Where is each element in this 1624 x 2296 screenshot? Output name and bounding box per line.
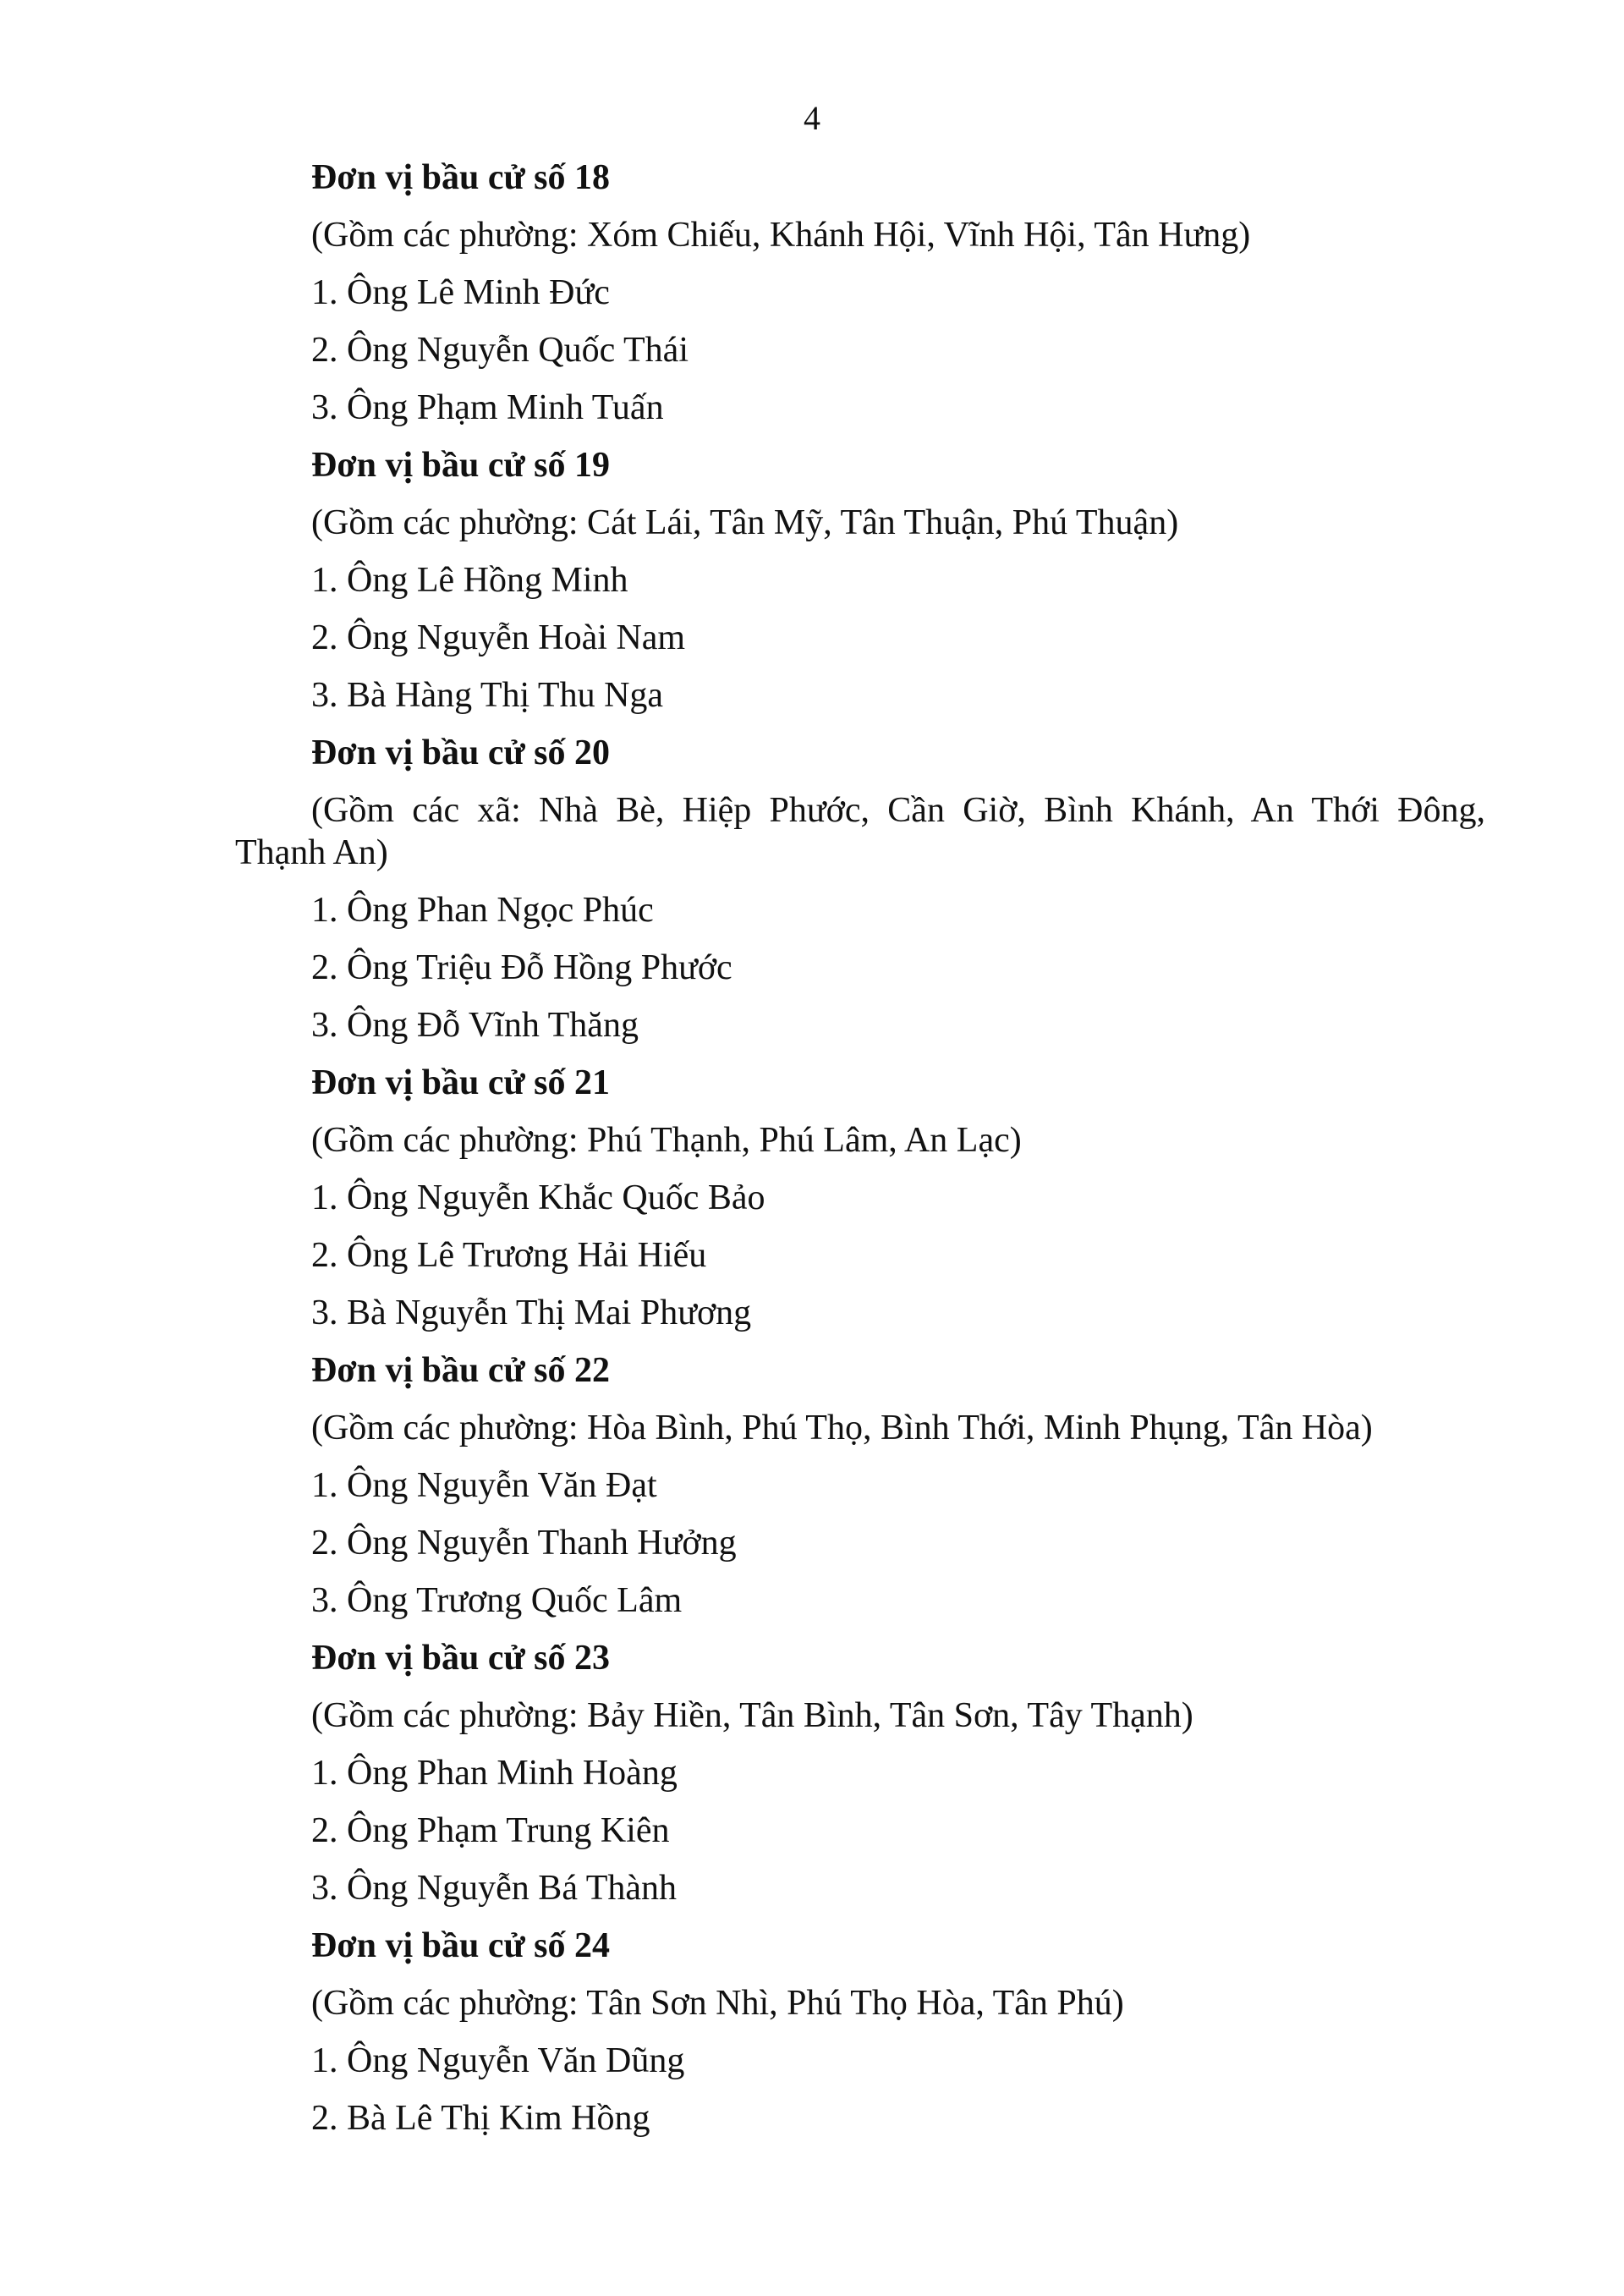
unit-area-line: (Gồm các xã: Nhà Bè, Hiệp Phước, Cần Giờ, Bình Khánh, An Thới Đông,: [311, 791, 1485, 830]
candidate: 2. Ông Nguyễn Quốc Thái: [311, 331, 689, 370]
unit-area: (Gồm các phường: Xóm Chiếu, Khánh Hội, Vĩnh Hội, Tân Hưng): [311, 216, 1251, 255]
candidate: 1. Ông Phan Ngọc Phúc: [311, 891, 654, 930]
candidate: 2. Ông Triệu Đỗ Hồng Phước: [311, 948, 732, 987]
candidate: 2. Ông Nguyễn Hoài Nam: [311, 618, 686, 657]
candidate: 1. Ông Phan Minh Hoàng: [311, 1754, 678, 1793]
unit-title: Đơn vị bầu cử số 24: [311, 1926, 611, 1965]
candidate: 2. Ông Lê Trương Hải Hiếu: [311, 1236, 707, 1275]
unit-area-line: Thạnh An): [235, 833, 388, 872]
unit-area: (Gồm các phường: Hòa Bình, Phú Thọ, Bình Thới, Minh Phụng, Tân Hòa): [311, 1409, 1373, 1447]
candidate: 3. Ông Nguyễn Bá Thành: [311, 1869, 677, 1908]
document-body: [235, 149, 1485, 2147]
candidate: 3. Ông Đỗ Vĩnh Thăng: [311, 1006, 639, 1045]
unit-area: (Gồm các phường: Cát Lái, Tân Mỹ, Tân Thuận, Phú Thuận): [311, 503, 1179, 542]
unit-title: Đơn vị bầu cử số 22: [311, 1351, 611, 1390]
unit-area: (Gồm các phường: Bảy Hiền, Tân Bình, Tân Sơn, Tây Thạnh): [311, 1696, 1193, 1735]
candidate: 3. Ông Trương Quốc Lâm: [311, 1581, 683, 1620]
candidate: 1. Ông Lê Hồng Minh: [311, 561, 628, 600]
candidate: 2. Ông Phạm Trung Kiên: [311, 1811, 670, 1850]
candidate: 1. Ông Nguyễn Văn Dũng: [311, 2041, 685, 2080]
unit-title: Đơn vị bầu cử số 21: [311, 1063, 611, 1102]
candidate: 1. Ông Nguyễn Khắc Quốc Bảo: [311, 1178, 765, 1217]
unit-title: Đơn vị bầu cử số 18: [311, 158, 611, 197]
candidate: 1. Ông Nguyễn Văn Đạt: [311, 1466, 657, 1505]
page-number: 4: [804, 99, 820, 137]
unit-title: Đơn vị bầu cử số 23: [311, 1639, 611, 1678]
candidate: 2. Ông Nguyễn Thanh Hưởng: [311, 1524, 737, 1563]
candidate: 3. Bà Nguyễn Thị Mai Phương: [311, 1294, 752, 1332]
candidate: 3. Ông Phạm Minh Tuấn: [311, 388, 664, 427]
candidate: 1. Ông Lê Minh Đức: [311, 273, 610, 312]
unit-area: [235, 789, 1485, 874]
candidate: 3. Bà Hàng Thị Thu Nga: [311, 676, 664, 715]
unit-area: (Gồm các phường: Tân Sơn Nhì, Phú Thọ Hòa, Tân Phú): [311, 1984, 1124, 2023]
unit-area: (Gồm các phường: Phú Thạnh, Phú Lâm, An Lạc): [311, 1121, 1022, 1160]
unit-title: Đơn vị bầu cử số 20: [311, 733, 611, 772]
unit-title: Đơn vị bầu cử số 19: [311, 446, 611, 485]
candidate: 2. Bà Lê Thị Kim Hồng: [311, 2099, 650, 2138]
